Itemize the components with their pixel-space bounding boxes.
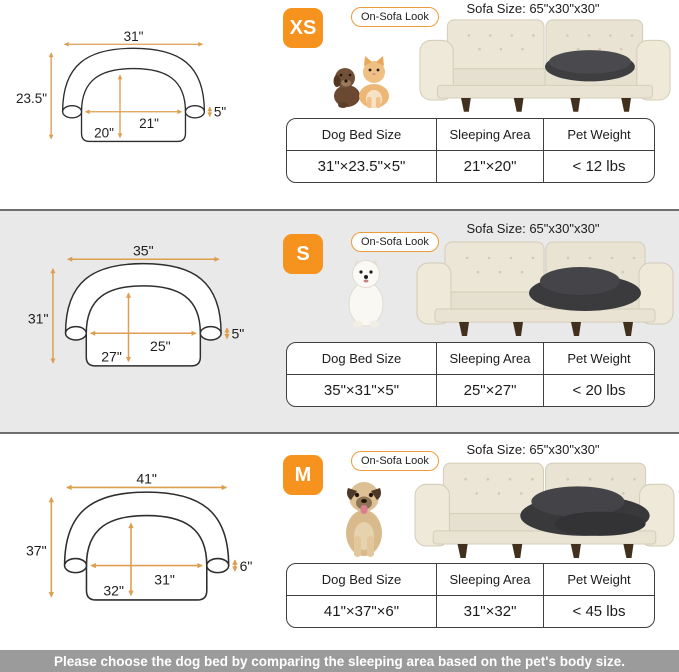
sofa-legs <box>461 98 631 112</box>
sofa-size-text: Sofa Size: 65"x30"x30" <box>466 442 600 457</box>
footer-notice-text: Please choose the dog bed by comparing the sleeping area based on the pet's body size. <box>53 653 626 669</box>
side-height-dimension: 5" <box>213 104 227 120</box>
inner-width-dimension: 31" <box>154 571 175 588</box>
col-header-sleeping-area: Sleeping Area <box>437 343 544 374</box>
on-sofa-look-label: On-Sofa Look <box>351 451 439 471</box>
width-dimension: 31" <box>123 28 144 44</box>
col-header-pet-weight: Pet Weight <box>567 572 631 587</box>
inner-height-dimension: 20" <box>94 125 114 141</box>
sofa-size-text: Sofa Size: 65"x30"x30" <box>466 1 600 16</box>
pet-weight-value: < 45 lbs <box>572 603 626 620</box>
dimension-diagram-s <box>10 237 247 374</box>
col-header-pet-weight: Pet Weight <box>567 351 631 366</box>
inner-width-dimension: 25" <box>150 338 171 355</box>
sofa-illustration <box>413 457 676 558</box>
inner-height-dimension: 32" <box>103 582 124 599</box>
size-badge-s: S <box>283 234 323 274</box>
sofa-size-text: Sofa Size: 65"x30"x30" <box>466 221 600 236</box>
inner-width-dimension: 21" <box>139 115 159 131</box>
section-xs <box>0 0 679 209</box>
dimension-diagram-m <box>6 464 256 609</box>
col-header-pet-weight: Pet Weight <box>567 127 631 142</box>
sleeping-area-value: 31"×32" <box>437 596 544 627</box>
pet-weight-value: < 20 lbs <box>572 382 626 399</box>
col-header-dog-bed-size: Dog Bed Size <box>287 564 437 595</box>
side-height-dimension: 6" <box>239 558 253 575</box>
section-m <box>0 434 679 645</box>
width-dimension: 41" <box>136 470 157 487</box>
col-header-dog-bed-size: Dog Bed Size <box>287 343 437 374</box>
height-dimension: 31" <box>27 310 49 327</box>
dog-bed-size-value: 31"×23.5"×5" <box>287 151 437 182</box>
dog-bed-outline <box>66 264 222 366</box>
sleeping-area-value: 25"×27" <box>437 375 544 406</box>
dog-bed-outline <box>65 492 229 600</box>
side-height-dimension: 5" <box>231 325 245 342</box>
sofa-illustration <box>418 14 672 112</box>
height-dimension: 23.5" <box>16 90 48 106</box>
sofa-illustration <box>415 236 675 336</box>
dog-bed-size-value: 41"×37"×6" <box>287 596 437 627</box>
dimension-diagram-xs <box>12 24 228 149</box>
inner-height-dimension: 27" <box>101 348 122 365</box>
puppy <box>334 68 361 108</box>
footer-notice-bar <box>0 650 679 672</box>
on-sofa-look-label: On-Sofa Look <box>351 7 439 27</box>
col-header-dog-bed-size: Dog Bed Size <box>287 119 437 150</box>
white-pomeranian-photo <box>344 258 388 328</box>
size-badge-m: M <box>283 455 323 495</box>
puppy-and-kitten-photo <box>331 55 395 109</box>
pug-photo <box>335 478 393 558</box>
col-header-sleeping-area: Sleeping Area <box>437 564 544 595</box>
sofa-legs <box>458 544 634 558</box>
kitten <box>359 56 389 108</box>
sleeping-area-value: 21"×20" <box>437 151 544 182</box>
on-sofa-look-label: On-Sofa Look <box>351 232 439 252</box>
height-dimension: 37" <box>25 542 47 559</box>
size-table-xs <box>286 118 655 183</box>
size-table-m <box>286 563 655 628</box>
dog-bed-size-value: 35"×31"×5" <box>287 375 437 406</box>
sofa-legs <box>459 322 633 336</box>
dog-bed-outline <box>63 48 205 141</box>
size-badge-xs: XS <box>283 8 323 48</box>
col-header-sleeping-area: Sleeping Area <box>437 119 544 150</box>
section-s <box>0 211 679 432</box>
dog-bed-on-sofa <box>545 50 635 81</box>
size-table-s <box>286 342 655 407</box>
width-dimension: 35" <box>132 242 154 259</box>
pet-weight-value: < 12 lbs <box>572 158 626 175</box>
